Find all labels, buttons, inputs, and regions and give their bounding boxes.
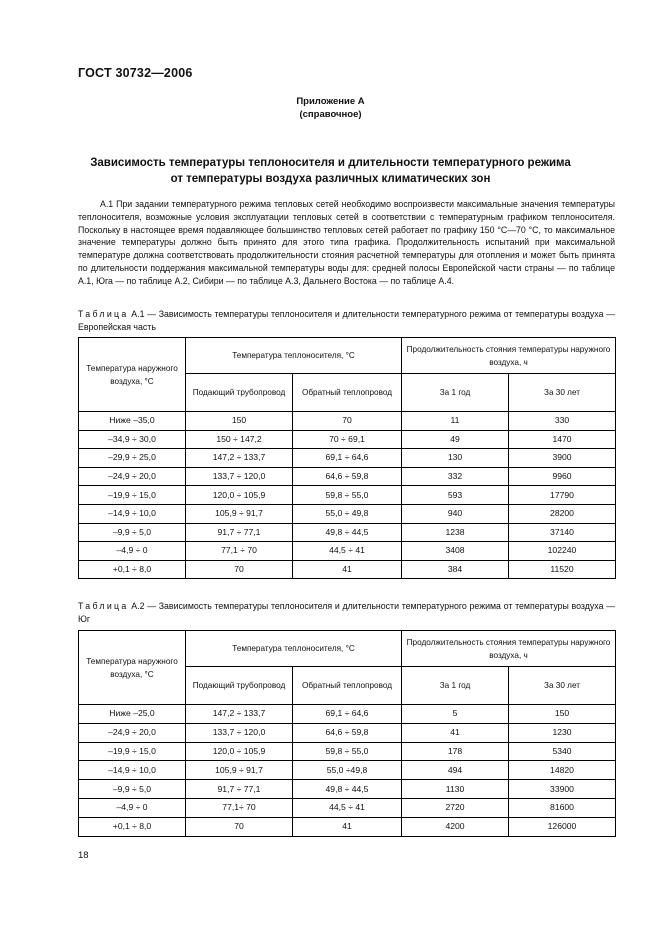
- standard-code: ГОСТ 30732—2006: [78, 66, 193, 80]
- table-cell: 3900: [509, 449, 616, 468]
- table2-body: [79, 705, 616, 837]
- table-row: [79, 412, 616, 431]
- table-cell: –19,9 ÷ 15,0: [79, 742, 186, 761]
- table2-caption: [78, 600, 615, 625]
- table-cell: 133,7 ÷ 120,0: [186, 723, 293, 742]
- table1-header-year1: За 1 год: [402, 374, 509, 412]
- table-cell: 105,9 ÷ 91,7: [186, 761, 293, 780]
- table-cell: 44,5 ÷ 41: [293, 798, 402, 817]
- table-cell: 49: [402, 430, 509, 449]
- table-cell: 55,0 ÷ 49,8: [293, 504, 402, 523]
- table-cell: 5: [402, 705, 509, 724]
- section-title-line2: от температуры воздуха различных климатических зон: [170, 173, 491, 185]
- table-row: [79, 817, 616, 836]
- table-cell: 14820: [509, 761, 616, 780]
- intro-paragraph: [78, 198, 615, 288]
- table-cell: +0,1 ÷ 8,0: [79, 560, 186, 579]
- table-cell: 330: [509, 412, 616, 431]
- table-cell: 77,1÷ 70: [186, 798, 293, 817]
- table-cell: 4200: [402, 817, 509, 836]
- table-cell: 2720: [402, 798, 509, 817]
- table-cell: 130: [402, 449, 509, 468]
- table-cell: 11: [402, 412, 509, 431]
- table1-header-supply: Подающий трубопровод: [186, 374, 293, 412]
- table-cell: 55,0 ÷49,8: [293, 761, 402, 780]
- table-cell: 49,8 ÷ 44,5: [293, 780, 402, 799]
- table-cell: 178: [402, 742, 509, 761]
- table-cell: 41: [293, 817, 402, 836]
- table1-caption: [78, 308, 615, 333]
- table-cell: 1238: [402, 523, 509, 542]
- table1-header-duration: Продолжительность стояния температуры наружного воздуха, ч: [402, 338, 616, 374]
- table-cell: 120,0 ÷ 105,9: [186, 742, 293, 761]
- table-cell: –24,9 ÷ 20,0: [79, 467, 186, 486]
- table-cell: 33900: [509, 780, 616, 799]
- table-row: [79, 705, 616, 724]
- table2-header-return: Обратный теплопровод: [293, 667, 402, 705]
- table-cell: 150 ÷ 147,2: [186, 430, 293, 449]
- table1-caption-label: Таблица: [78, 309, 129, 319]
- table-row: [79, 486, 616, 505]
- table2-header-duration: Продолжительность стояния температуры наружного воздуха, ч: [402, 631, 616, 667]
- table-cell: 70: [293, 412, 402, 431]
- table-cell: 147,2 ÷ 133,7: [186, 705, 293, 724]
- table-cell: 5340: [509, 742, 616, 761]
- table-cell: 91,7 ÷ 77,1: [186, 523, 293, 542]
- table-cell: –14,9 ÷ 10,0: [79, 761, 186, 780]
- table-cell: –34,9 ÷ 30,0: [79, 430, 186, 449]
- table-cell: +0,1 ÷ 8,0: [79, 817, 186, 836]
- table2-header-air: Температура наружного воздуха, °С: [79, 631, 186, 705]
- table-cell: 120,0 ÷ 105,9: [186, 486, 293, 505]
- table-cell: 28200: [509, 504, 616, 523]
- table-cell: 41: [293, 560, 402, 579]
- table-cell: 70: [186, 817, 293, 836]
- table-cell: 147,2 ÷ 133,7: [186, 449, 293, 468]
- table-cell: 3408: [402, 542, 509, 561]
- table-cell: 44,5 ÷ 41: [293, 542, 402, 561]
- table-cell: Ниже –25,0: [79, 705, 186, 724]
- table-cell: 332: [402, 467, 509, 486]
- table-cell: –14,9 ÷ 10,0: [79, 504, 186, 523]
- table-cell: 1230: [509, 723, 616, 742]
- table-cell: 70 ÷ 69,1: [293, 430, 402, 449]
- table-cell: 940: [402, 504, 509, 523]
- table2-caption-label: Таблица: [78, 601, 129, 611]
- table-row: [79, 504, 616, 523]
- table1-body: [79, 412, 616, 579]
- table-row: [79, 780, 616, 799]
- table-cell: –4,9 ÷ 0: [79, 542, 186, 561]
- table-cell: –24,9 ÷ 20,0: [79, 723, 186, 742]
- table-cell: 126000: [509, 817, 616, 836]
- table-cell: 81600: [509, 798, 616, 817]
- table-cell: 17790: [509, 486, 616, 505]
- table-row: [79, 523, 616, 542]
- table-cell: 494: [402, 761, 509, 780]
- table1-header-air: Температура наружного воздуха, °С: [79, 338, 186, 412]
- appendix-title: Приложение А: [296, 96, 365, 107]
- table-cell: 150: [509, 705, 616, 724]
- table-row: [79, 742, 616, 761]
- page-number: 18: [78, 850, 89, 861]
- table-row: [79, 761, 616, 780]
- table2-header-year30: За 30 лет: [509, 667, 616, 705]
- table-row: [79, 467, 616, 486]
- table-cell: –29,9 ÷ 25,0: [79, 449, 186, 468]
- table-cell: 9960: [509, 467, 616, 486]
- table-cell: 59,8 ÷ 55,0: [293, 486, 402, 505]
- table-row: [79, 560, 616, 579]
- table-cell: 91,7 ÷ 77,1: [186, 780, 293, 799]
- intro-text: А.1 При задании температурного режима тепловых сетей необходимо воспроизвести максимальные значения температуры теплоносителя, возможные условия эксплуатации тепловых сетей в соответствии с температурным графиком теплоносителя. Поскольку в настоящее время подавляющее большинство тепловых сетей работает по графику 150 °С—70 °С, то максимальное значение температуры должно быть принято для этого типа графика. Продолжительность испытаний при максимальной температуре должна соответствовать продолжительности стояния расчетной температуры для отопления и может быть принята по длительности поддержания максимальной температуры воды для: средней полосы Европейской части страны — по таблице А.1, Юга — по таблице А.2, Сибири — по таблице А.3, Дальнего Востока — по таблице А.4.: [78, 199, 615, 286]
- table-cell: 150: [186, 412, 293, 431]
- table-cell: Ниже –35,0: [79, 412, 186, 431]
- table-cell: –9,9 ÷ 5,0: [79, 780, 186, 799]
- table-cell: 11520: [509, 560, 616, 579]
- table-cell: 1130: [402, 780, 509, 799]
- table-cell: 69,1 ÷ 64,6: [293, 449, 402, 468]
- table1-caption-text: А.1 — Зависимость температуры теплоносителя и длительности температурного режима от температуры воздуха — Европейская часть: [78, 309, 615, 332]
- table-cell: 69,1 ÷ 64,6: [293, 705, 402, 724]
- table1-header-return: Обратный теплопровод: [293, 374, 402, 412]
- table2-caption-text: А.2 — Зависимость температуры теплоносителя и длительности температурного режима от температуры воздуха — Юг: [78, 601, 615, 624]
- table-cell: 64,6 ÷ 59,8: [293, 723, 402, 742]
- table-cell: 593: [402, 486, 509, 505]
- table1: [78, 337, 616, 579]
- table-cell: 105,9 ÷ 91,7: [186, 504, 293, 523]
- appendix-note: (справочное): [299, 109, 362, 120]
- table2: [78, 630, 616, 837]
- table-row: [79, 542, 616, 561]
- table-cell: 37140: [509, 523, 616, 542]
- table-row: [79, 798, 616, 817]
- table-cell: –4,9 ÷ 0: [79, 798, 186, 817]
- table2-header-year1: За 1 год: [402, 667, 509, 705]
- table-cell: 133,7 ÷ 120,0: [186, 467, 293, 486]
- table-cell: 1470: [509, 430, 616, 449]
- table-cell: 59,8 ÷ 55,0: [293, 742, 402, 761]
- table2-header-coolant: Температура теплоносителя, °С: [186, 631, 402, 667]
- table-row: [79, 449, 616, 468]
- table-row: [79, 430, 616, 449]
- table-cell: 64,6 ÷ 59,8: [293, 467, 402, 486]
- table-cell: 102240: [509, 542, 616, 561]
- table-cell: 41: [402, 723, 509, 742]
- table2-header-supply: Подающий трубопровод: [186, 667, 293, 705]
- table-cell: –9,9 ÷ 5,0: [79, 523, 186, 542]
- table1-header-coolant: Температура теплоносителя, °С: [186, 338, 402, 374]
- table-cell: –19,9 ÷ 15,0: [79, 486, 186, 505]
- section-title-line1: Зависимость температуры теплоносителя и длительности температурного режима: [90, 157, 571, 169]
- table1-header-year30: За 30 лет: [509, 374, 616, 412]
- table-cell: 49,8 ÷ 44,5: [293, 523, 402, 542]
- table-row: [79, 723, 616, 742]
- table-cell: 70: [186, 560, 293, 579]
- table-cell: 77,1 ÷ 70: [186, 542, 293, 561]
- table-cell: 384: [402, 560, 509, 579]
